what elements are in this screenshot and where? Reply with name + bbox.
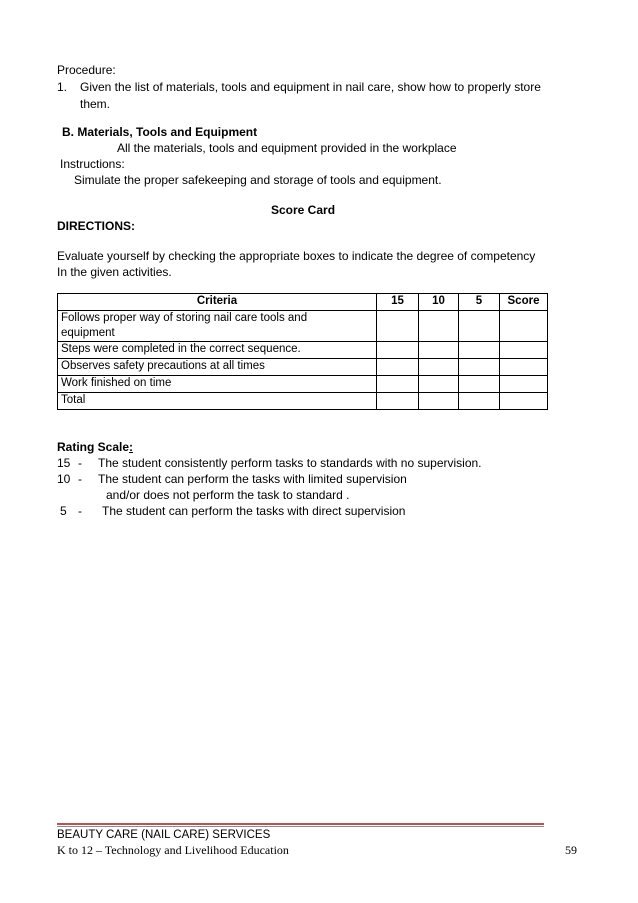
procedure-item-line2: them. <box>80 97 111 111</box>
directions-label: DIRECTIONS: <box>57 219 135 233</box>
page-number: 59 <box>565 843 577 857</box>
checkbox-cell-10[interactable] <box>419 342 459 359</box>
total-cell-5[interactable] <box>459 393 500 410</box>
checkbox-cell-15[interactable] <box>377 376 419 393</box>
table-row <box>58 342 548 359</box>
score-table <box>57 293 548 410</box>
criteria-text-line2: equipment <box>61 327 115 339</box>
section-b-body: All the materials, tools and equipment provided in the workplace <box>117 141 457 155</box>
checkbox-cell-5[interactable] <box>459 342 500 359</box>
rating-dash: - <box>78 504 82 518</box>
criteria-cell: Work finished on time <box>58 376 377 393</box>
checkbox-cell-15[interactable] <box>377 359 419 376</box>
checkbox-cell-5[interactable] <box>459 376 500 393</box>
procedure-item-number: 1. <box>57 80 68 94</box>
footer-rule <box>57 826 544 827</box>
criteria-cell <box>58 311 377 342</box>
checkbox-cell-15[interactable] <box>377 311 419 342</box>
procedure-item-line1: Given the list of materials, tools and equipment in nail care, show how to properly store <box>80 80 541 94</box>
header-15: 15 <box>377 294 419 311</box>
total-cell-10[interactable] <box>419 393 459 410</box>
procedure-heading: Procedure: <box>57 63 116 77</box>
footer-accent-rule <box>57 823 544 825</box>
instructions-label: Instructions: <box>60 157 125 171</box>
section-b-heading: B. Materials, Tools and Equipment <box>62 125 258 139</box>
checkbox-cell-10[interactable] <box>419 311 459 342</box>
checkbox-cell-15[interactable] <box>377 342 419 359</box>
rating-text-10-continuation: and/or does not perform the task to standard . <box>106 488 350 502</box>
table-row-total <box>58 393 548 410</box>
rating-scale-label: Rating Scale <box>57 440 130 454</box>
header-criteria: Criteria <box>58 294 377 311</box>
criteria-cell: Observes safety precautions at all times <box>58 359 377 376</box>
rating-dash: - <box>78 472 82 486</box>
rating-text-5: The student can perform the tasks with direct supervision <box>102 504 406 518</box>
total-cell-15[interactable] <box>377 393 419 410</box>
header-score: Score <box>500 294 548 311</box>
score-cell[interactable] <box>500 342 548 359</box>
criteria-cell: Steps were completed in the correct sequence. <box>58 342 377 359</box>
rating-dash: - <box>78 456 82 470</box>
rating-text-15: The student consistently perform tasks to standards with no supervision. <box>98 456 482 470</box>
rating-score-5: 5 <box>60 504 67 518</box>
score-card-title: Score Card <box>271 203 336 217</box>
criteria-text-line1: Follows proper way of storing nail care tools and <box>61 312 308 324</box>
total-label-cell: Total <box>58 393 377 410</box>
footer-subtitle: K to 12 – Technology and Livelihood Education <box>57 843 289 857</box>
score-cell[interactable] <box>500 311 548 342</box>
checkbox-cell-10[interactable] <box>419 376 459 393</box>
rating-score-15: 15 <box>57 456 71 470</box>
header-5: 5 <box>459 294 500 311</box>
table-row <box>58 376 548 393</box>
total-score-cell[interactable] <box>500 393 548 410</box>
directions-line2: In the given activities. <box>57 265 172 279</box>
table-row <box>58 359 548 376</box>
rating-scale-heading <box>57 440 133 455</box>
checkbox-cell-5[interactable] <box>459 311 500 342</box>
checkbox-cell-10[interactable] <box>419 359 459 376</box>
table-row <box>58 311 548 342</box>
rating-score-10: 10 <box>57 472 71 486</box>
directions-line1: Evaluate yourself by checking the appropriate boxes to indicate the degree of competency <box>57 249 536 263</box>
rating-scale-colon: : <box>129 440 134 454</box>
header-10: 10 <box>419 294 459 311</box>
score-cell[interactable] <box>500 359 548 376</box>
table-header-row <box>58 294 548 311</box>
rating-text-10: The student can perform the tasks with limited supervision <box>98 472 407 486</box>
instructions-text: Simulate the proper safekeeping and storage of tools and equipment. <box>74 173 442 187</box>
footer-title: BEAUTY CARE (NAIL CARE) SERVICES <box>57 829 271 841</box>
score-cell[interactable] <box>500 376 548 393</box>
checkbox-cell-5[interactable] <box>459 359 500 376</box>
